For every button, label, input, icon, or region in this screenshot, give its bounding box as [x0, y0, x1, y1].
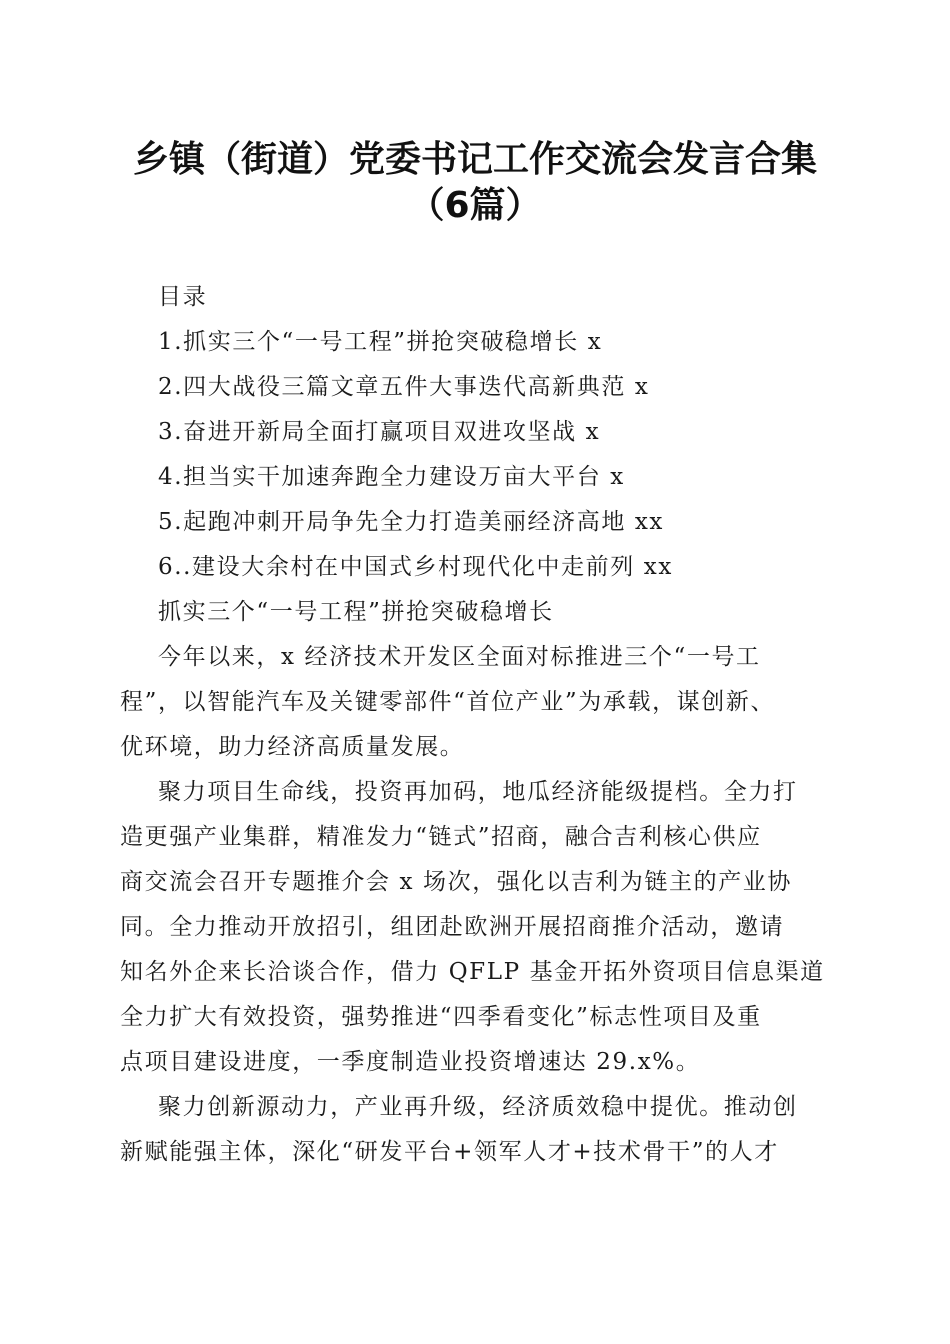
toc-item: 3.奋进开新局全面打赢项目双进攻坚战 x [158, 419, 601, 445]
paragraph-line: 聚力项目生命线，投资再加码，地瓜经济能级提档。全力打 [158, 779, 798, 805]
document-title: 乡镇（街道）党委书记工作交流会发言合集 [132, 139, 817, 180]
paragraph-line: 全力扩大有效投资，强势推进“四季看变化”标志性项目及重 [120, 1004, 762, 1030]
toc-item: 2.四大战役三篇文章五件大事迭代高新典范 x [158, 374, 650, 400]
document-title-count: （6篇） [408, 185, 542, 226]
paragraph-line: 新赋能强主体，深化“研发平台+领军人才+技术骨干”的人才 [120, 1139, 779, 1165]
paragraph-line: 今年以来，x 经济技术开发区全面对标推进三个“一号工 [158, 644, 761, 670]
paragraph-line: 商交流会召开专题推介会 x 场次，强化以吉利为链主的产业协 [120, 869, 792, 895]
toc-item: 1.抓实三个“一号工程”拼抢突破稳增长 x [158, 329, 603, 355]
paragraph-line: 聚力创新源动力，产业再升级，经济质效稳中提优。推动创 [158, 1094, 798, 1120]
section-heading: 抓实三个“一号工程”拼抢突破稳增长 [158, 599, 554, 625]
toc-item: 4.担当实干加速奔跑全力建设万亩大平台 x [158, 464, 625, 490]
paragraph-line: 优环境，助力经济高质量发展。 [120, 734, 465, 760]
toc-heading: 目录 [158, 284, 208, 310]
toc-item: 6..建设大余村在中国式乡村现代化中走前列 xx [158, 554, 673, 580]
toc-item: 5.起跑冲刺开局争先全力打造美丽经济高地 xx [158, 509, 664, 535]
paragraph-line: 程”，以智能汽车及关键零部件“首位产业”为承载，谋创新、 [120, 689, 776, 715]
paragraph-line: 知名外企来长洽谈合作，借力 QFLP 基金开拓外资项目信息渠道 [120, 959, 825, 985]
paragraph-line: 同。全力推动开放招引，组团赴欧洲开展招商推介活动，邀请 [120, 914, 785, 940]
paragraph-line: 点项目建设进度，一季度制造业投资增速达 29.x%。 [120, 1049, 701, 1075]
paragraph-line: 造更强产业集群，精准发力“链式”招商，融合吉利核心供应 [120, 824, 762, 850]
